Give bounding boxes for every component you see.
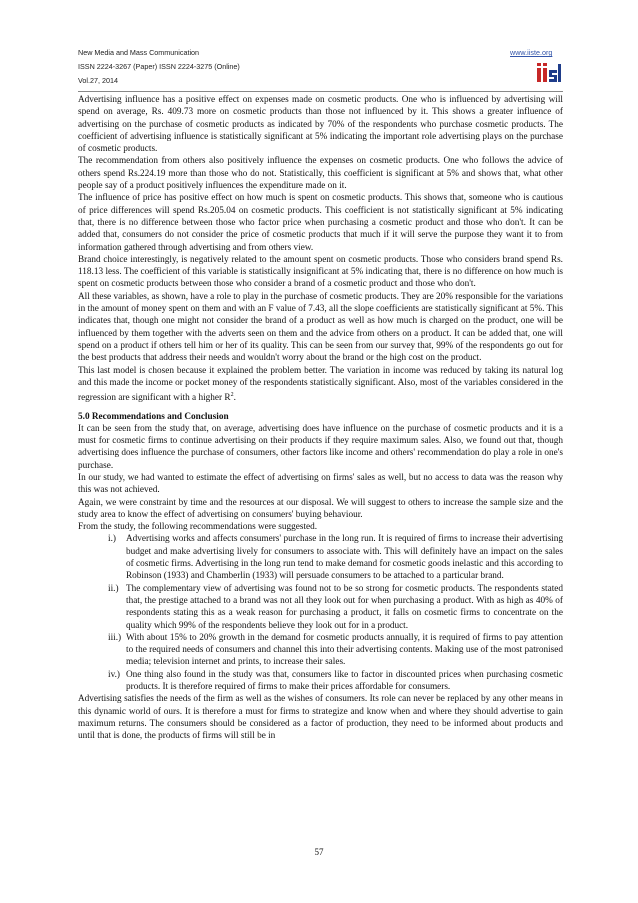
iiste-logo (535, 60, 563, 86)
recommendation-item (108, 583, 563, 632)
journal-url-link[interactable]: www.iiste.org (510, 48, 553, 57)
recommendation-item (108, 669, 563, 694)
recommendation-item (108, 632, 563, 669)
paragraph-conclusion-1: It can be seen from the study that, on average, advertising does have influence on the purchase of cosmetic products and it is a must for cosmetic firms to continue advertising on their products if they require maximum sales. Also, we found out that, though advertising does influence the purchase of consumers, other factors like income and others' recommendation do play a role in one's purchase. (78, 423, 563, 471)
paragraph-price-influence: The influence of price has positive effect on how much is spent on cosmetic products. This shows that, someone who is cautious of price differences will spend Rs.205.04 on cosmetic products. This coefficient is not statistically significant at 5% indicating that, there is no difference between those who factor price when purchasing a cosmetic product and those who don't. It can be added that, consumers do not consider the price of cosmetic products that much if it will serve the purpose they want it to from information gathered through advertising and from others view. (78, 193, 563, 253)
issn-line: ISSN 2224-3267 (Paper) ISSN 2224-3275 (Online) (78, 62, 240, 71)
body-text (78, 94, 563, 743)
last-model-end: . (233, 393, 236, 404)
volume-line: Vol.27, 2014 (78, 76, 118, 85)
recommendation-text: With about 15% to 20% growth in the demand for cosmetic products annually, it is required of firms to pay attention to the required needs of consumers and channel this into their advertising contents. Making use of the most patronised media; television internet and prints, to increase their sales. (126, 632, 563, 668)
recommendation-text: One thing also found in the study was that, consumers like to factor in discounted prices when purchasing cosmetic products. It is therefore required of firms to make their prices affordable for consumers. (126, 669, 563, 693)
paragraph-conclusion-2: In our study, we had wanted to estimate the effect of advertising on firms' sales as well, but no access to data was the reason why this was not achieved. (78, 472, 563, 496)
recommendation-number: i.) (108, 534, 116, 545)
header-rule (78, 91, 563, 92)
r-squared-superscript: 2 (230, 392, 234, 399)
recommendation-item (108, 533, 563, 582)
paragraph-all-variables: All these variables, as shown, have a role to play in the purchase of cosmetic products. They are 20% responsible for the variations in the amount of money spent on them and with an F value of 7.43, all the slope coefficients are statistically significant at 5%. This indicates that, though one might not consider the brand of a product as well as how much is charged on the product, one will be influenced by them together with the adverts seen on them and the advice from others on a product. It can be added that, one will spend on a product if others tell him or her of its quality. This can be seen from our survey that, 99% of the respondents go out for the best products that address their needs and wouldn't worry about the brand or the high cost on the product. (78, 291, 563, 364)
paragraph-last-model (78, 365, 563, 405)
paragraph-recommendation-others: The recommendation from others also positively influence the expenses on cosmetic products. One who follows the advice of others spend Rs.224.19 more than those who do not. Statistically, this coefficient is significant at 5% and shows that, what other people say of a product positively influences the expenditure made on it. (78, 156, 563, 192)
section-heading: 5.0 Recommendations and Conclusion (78, 411, 229, 422)
recommendation-text: Advertising works and affects consumers' purchase in the long run. It is required of firms to increase their advertising budget and make advertising lively for consumers to associate with. This will definitely have an impact on the sales of cosmetic firms. Advertising in the long run tend to make demand for cosmetic goods inelastic and this according to Robinson (1933) and Chamberlin (1933) will persuade consumers to be attached to a particular brand. (126, 534, 563, 582)
paragraph-advertising-influence: Advertising influence has a positive effect on expenses made on cosmetic products. One who is influenced by advertising will spend on average, Rs. 409.73 more on cosmetic products than those not influenced by it. This shows a greater influence of advertising on the purchase of cosmetic products as indicated by 70% of the respondents who purchase cosmetic products. The coefficient of advertising influence is statistically significant at 5% indicating the important role advertising plays on the purchase of cosmetic products. (78, 95, 563, 155)
recommendation-number: ii.) (108, 583, 119, 594)
page-number: 57 (314, 847, 324, 857)
paragraph-closing: Advertising satisfies the needs of the firm as well as the wishes of consumers. Its role can never be replaced by any other means in this dynamic world of ours. It is therefore a must for firms to strategize and know when and where they should advertise to gain maximum returns. The consumers should be considered as a factor of production, they need to be informed about products and until that is done, the products of firms will still be in (78, 694, 563, 742)
recommendation-number: iv.) (108, 669, 120, 680)
paragraph-conclusion-3: Again, we were constraint by time and the resources at our disposal. We will suggest to others to increase the sample size and the study area to know the effect of advertising on consumers' buying behaviour. (78, 497, 563, 520)
journal-name: New Media and Mass Communication (78, 48, 200, 57)
paragraph-brand-choice: Brand choice interestingly, is negatively related to the amount spent on cosmetic products. Those who considers brand spend Rs. 118.13 less. The coefficient of this variable is statistically insignificant at 5% indicating that, there is no difference on how much is spent on cosmetic products between those who consider a brand of a cosmetic product and those who don't. (78, 254, 563, 290)
recommendation-number: iii.) (108, 632, 122, 643)
paragraph-conclusion-4: From the study, the following recommendations were suggested. (78, 522, 318, 533)
last-model-text: This last model is chosen because it explained the problem better. The variation in income was reduced by taking its natural log and this made the income or pocket money of the respondents statistically significant. Also, most of the variables considered in the regression are significant with a higher R (78, 365, 563, 404)
recommendation-text: The complementary view of advertising was found not to be so strong for cosmetic products. The respondents stated that, the prestige attached to a brand was not all they look out for when purchasing a product. With as high as 40% of respondents stating this as a weak reason for purchasing a product, it falls on cosmetic firms to concentrate on the quality which 99% of the respondents believe they look out for in a product. (126, 583, 563, 631)
